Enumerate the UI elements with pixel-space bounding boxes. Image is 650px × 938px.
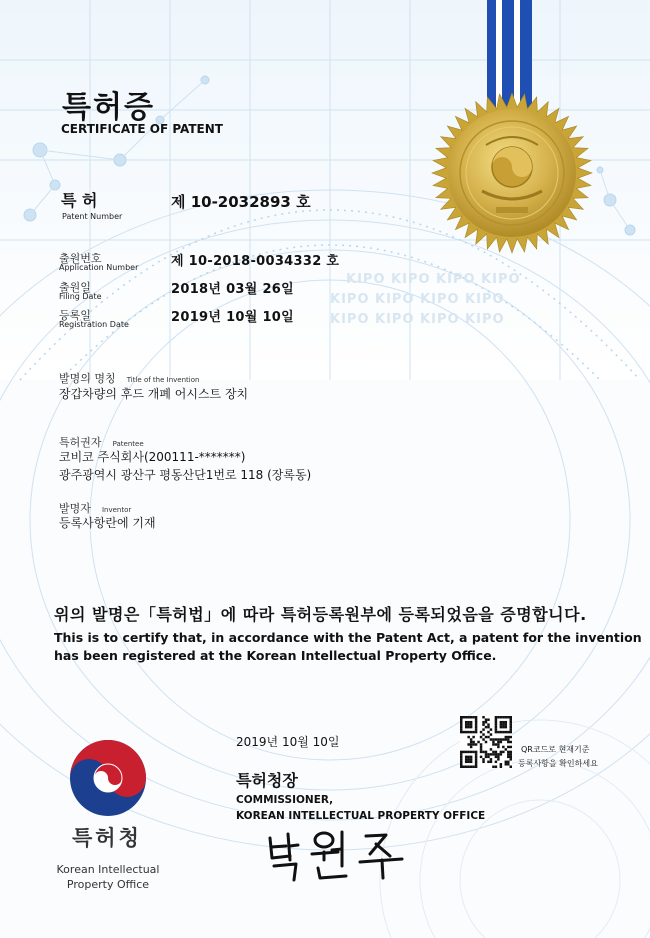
issue-date: 2019년 10월 10일 bbox=[236, 735, 340, 749]
kipo-logo-icon bbox=[70, 740, 146, 816]
watermark-line-2: KIPO KIPO KIPO KIPO bbox=[330, 292, 505, 307]
commissioner-title-ko: 특허청장 bbox=[236, 771, 298, 790]
patent-number-value: 제 10-2032893 호 bbox=[171, 193, 311, 211]
patentee-address-value: 광주광역시 광산구 평동산단1번로 118 (장록동) bbox=[59, 468, 312, 482]
office-name-en-line1: Korean Intellectual bbox=[56, 863, 160, 876]
application-label-en: Application Number bbox=[59, 263, 139, 272]
filing-date-label-ko: 출원일 bbox=[59, 281, 91, 294]
gold-seal bbox=[432, 93, 592, 253]
certification-statement-en-line1: This is to certify that, in accordance with the Patent Act, a patent for the invention bbox=[54, 630, 642, 645]
inventor-label-ko: 발명자 bbox=[59, 502, 91, 515]
patent-number-label-en: Patent Number bbox=[62, 212, 123, 221]
inventor-label-en: Inventor bbox=[101, 506, 132, 514]
patentee-label-ko: 특허권자 bbox=[59, 436, 102, 449]
invention-label-en: Title of the Invention bbox=[126, 376, 200, 384]
registration-date-value: 2019년 10월 10일 bbox=[171, 310, 294, 325]
invention-title-value: 장갑차량의 후드 개폐 어시스트 장치 bbox=[59, 387, 249, 401]
commissioner-signature bbox=[262, 826, 422, 886]
blue-ribbon bbox=[487, 0, 532, 110]
application-label-ko: 출원번호 bbox=[59, 252, 102, 265]
patentee-label-en: Patentee bbox=[112, 440, 144, 448]
certification-statement-en-line2: has been registered at the Korean Intellectual Property Office. bbox=[54, 648, 497, 663]
patent-number-label-ko: 특 허 bbox=[61, 191, 98, 210]
registration-date-label-en: Registration Date bbox=[59, 320, 129, 329]
watermark-line-1: KIPO KIPO KIPO KIPO bbox=[346, 272, 521, 287]
registration-date-label-ko: 등록일 bbox=[59, 309, 91, 322]
invention-label-ko: 발명의 명칭 bbox=[59, 372, 116, 385]
qr-caption-line1: QR코드로 현재기준 bbox=[521, 745, 590, 754]
application-number-value: 제 10-2018-0034332 호 bbox=[171, 254, 340, 269]
watermark-line-3: KIPO KIPO KIPO KIPO bbox=[330, 312, 505, 327]
commissioner-title-en-line1: COMMISSIONER, bbox=[236, 794, 334, 806]
qr-code bbox=[460, 716, 512, 768]
office-name-ko: 특허청 bbox=[72, 826, 142, 850]
filing-date-label-en: Filing Date bbox=[59, 292, 102, 301]
office-name-en-line2: Property Office bbox=[66, 878, 150, 891]
certificate-title-ko: 특허증 bbox=[62, 90, 155, 125]
qr-caption-line2: 등록사항을 확인하세요 bbox=[518, 759, 598, 768]
patentee-name-value: 코비코 주식회사(200111-*******) bbox=[59, 450, 246, 464]
filing-date-value: 2018년 03월 26일 bbox=[171, 282, 294, 297]
certification-statement-ko: 위의 발명은「특허법」에 따라 특허등록원부에 등록되었음을 증명합니다. bbox=[54, 605, 587, 624]
certificate-title-en: CERTIFICATE OF PATENT bbox=[61, 122, 223, 136]
commissioner-title-en-line2: KOREAN INTELLECTUAL PROPERTY OFFICE bbox=[236, 810, 486, 822]
inventor-value: 등록사항란에 기재 bbox=[59, 516, 156, 530]
invention-label bbox=[59, 367, 199, 386]
